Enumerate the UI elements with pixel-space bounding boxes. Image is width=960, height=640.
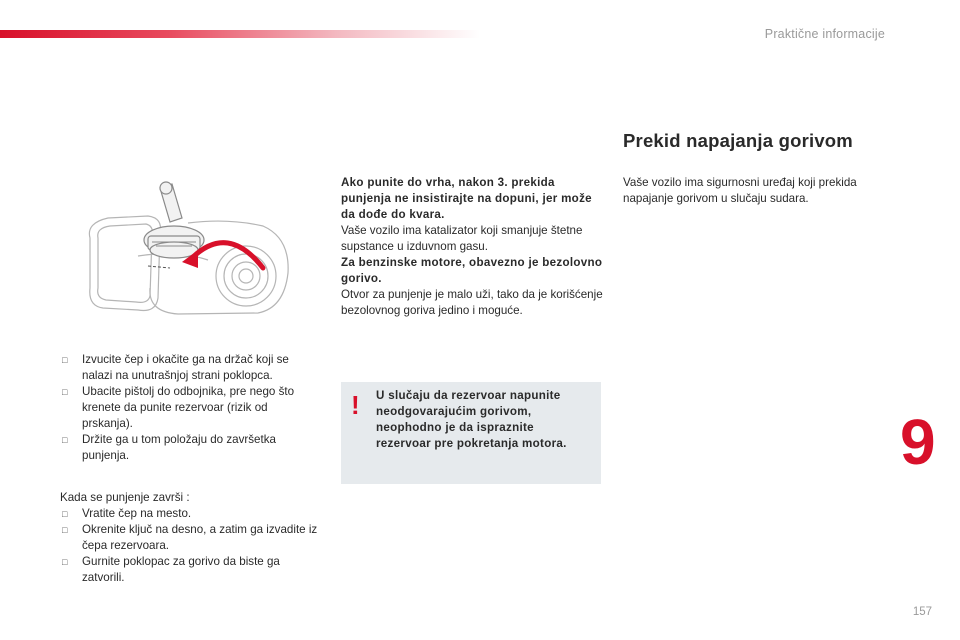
section-title: Praktične informacije: [764, 27, 885, 41]
fuel-cap-key-icon: [78, 178, 296, 318]
step-text: Vratite čep na mesto.: [82, 507, 192, 520]
step-text: Ubacite pištolj do odbojnika, pre nego što krenete da punite rezervoar (rizik od prskanja).: [82, 385, 295, 430]
warning-icon: !: [351, 390, 360, 420]
refuel-steps: [60, 352, 320, 464]
chapter-number: 9: [900, 406, 936, 478]
checkbox-bullet-icon: □: [62, 525, 68, 535]
header-accent-bar: [0, 30, 480, 38]
checkbox-bullet-icon: □: [62, 557, 68, 567]
step-text: Držite ga u tom položaju do završetka punjenja.: [82, 433, 276, 462]
note-bold-1: Ako punite do vrha, nakon 3. prekida punjenja ne insistirajte na dopuni, jer može da dođe do kvara.: [341, 176, 592, 221]
section-heading: Prekid napajanja gorivom: [623, 130, 853, 151]
finish-steps: [60, 490, 322, 586]
section-body: Vaše vozilo ima sigurnosni uređaj koji prekida napajanje gorivom u slučaju sudara.: [623, 176, 857, 205]
finish-intro: Kada se punjenje završi :: [60, 491, 190, 504]
list-item: [60, 384, 320, 432]
list-item: [60, 522, 322, 554]
list-item: [60, 506, 322, 522]
step-text: Izvucite čep i okačite ga na držač koji se nalazi na unutrašnjoj strani poklopca.: [82, 353, 289, 382]
checkbox-bullet-icon: □: [62, 387, 68, 397]
fuel-note: [341, 175, 603, 319]
note-bold-2: Za benzinske motore, obavezno je bezolovno gorivo.: [341, 256, 603, 285]
list-item: [60, 554, 322, 586]
checkbox-bullet-icon: □: [62, 435, 68, 445]
note-text-1: Vaše vozilo ima katalizator koji smanjuje štetne supstance u izduvnom gasu.: [341, 224, 583, 253]
warning-box: [341, 382, 601, 484]
list-item: [60, 352, 320, 384]
step-text: Gurnite poklopac za gorivo da biste ga zatvorili.: [82, 555, 280, 584]
fuel-cap-illustration: [78, 178, 296, 318]
warning-text: U slučaju da rezervoar napunite neodgovarajućim gorivom, neophodno je da ispraznite rezervoar pre pokretanja motora.: [376, 389, 567, 450]
checkbox-bullet-icon: □: [62, 355, 68, 365]
list-item: [60, 432, 320, 464]
note-text-2: Otvor za punjenje je malo uži, tako da je korišćenje bezolovnog goriva jedino i moguće.: [341, 288, 603, 317]
step-text: Okrenite ključ na desno, a zatim ga izvadite iz čepa rezervoara.: [82, 523, 318, 552]
page-number: 157: [912, 606, 932, 618]
checkbox-bullet-icon: □: [62, 509, 68, 519]
